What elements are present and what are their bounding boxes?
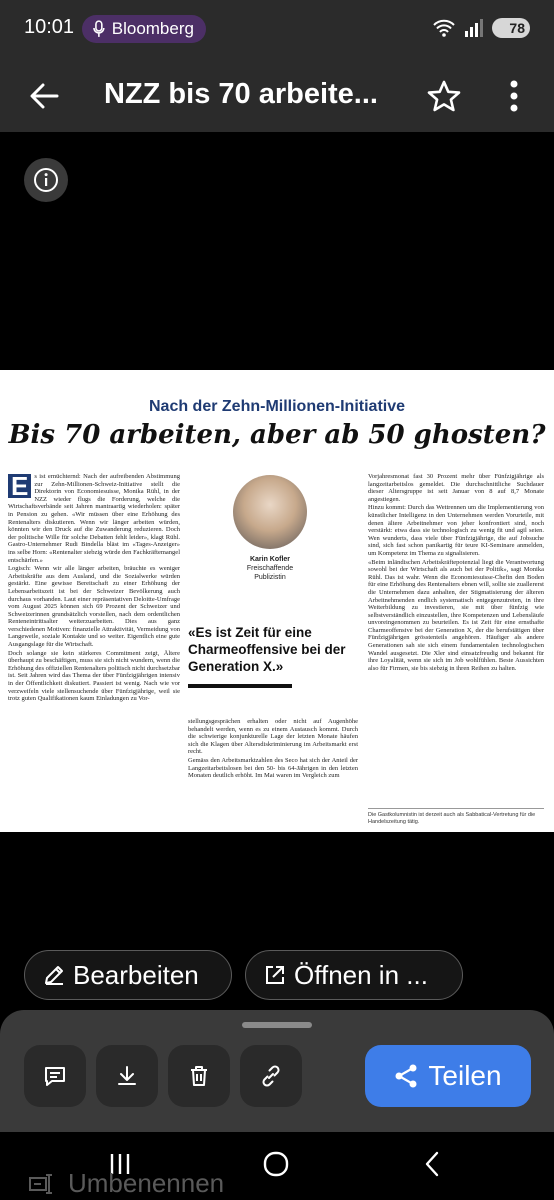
author-name: Karin Kofler — [249, 556, 291, 563]
star-icon — [427, 80, 461, 112]
article-paragraph: stellungsgesprächen erhalten oder nicht auf Augenhöhe behandelt werden, wenn es zu einem Austausch kommt. Durch die schwierige konjunkturelle Lage der letzten Monate häufen sich die Klagen über Altersdiskriminierung im Arbeitsmarkt erst recht. — [188, 718, 358, 756]
status-icons — [432, 18, 530, 38]
pull-quote-rule — [188, 684, 292, 688]
wifi-icon — [432, 18, 456, 38]
status-time: 10:01 — [24, 16, 75, 38]
article-paragraph: Doch solange sie kein stärkeres Commitment zeigt, Ältere überhaupt zu beschäftigen, muss sie sich nicht wundern, wenn die Erhöhung des offiziellen Rentenalters politisch nicht durchsetzbar ist. Seit Jahren wird das Thema der über Fünfzigjährigen intensiv in der Öffentlichkeit diskutiert. Passiert ist wenig. Nach wie vor verzweifeln viele stellensuchende über Fünfzigjährige, weil sie trotz guten Qualifikationen kaum Einladungen zu Vor- — [8, 649, 180, 703]
author-role: Publizistin — [254, 574, 286, 581]
delete-button[interactable] — [168, 1045, 230, 1107]
trash-icon — [187, 1064, 211, 1088]
author-info — [200, 555, 340, 582]
article-paragraph: Vorjahresmonat fast 30 Prozent mehr über Fünfzigjährige als langzeitarbeitslos gemeldet. Die durchschnittliche Suchdauer dieser Altersgruppe ist seit Januar von 8 auf 8,7 Monate angestiegen. — [368, 473, 544, 503]
article-column-1 — [8, 473, 180, 704]
home-button[interactable] — [256, 1144, 296, 1184]
back-button[interactable] — [22, 74, 66, 118]
open-in-button[interactable] — [245, 950, 463, 1000]
pull-quote: «Es ist Zeit für eine Charmeoffensive bei der Generation X.» — [188, 625, 346, 674]
article-kicker: Nach der Zehn-Millionen-Initiative — [148, 398, 406, 415]
battery-indicator — [492, 18, 530, 38]
edit-button[interactable] — [24, 950, 232, 1000]
share-button[interactable] — [365, 1045, 531, 1107]
article-paragraph: Logisch: Wenn wir alle länger arbeiten, bräuchte es weniger Arbeitskräfte aus dem Ausland, und die Sozialwerke würden gestärkt. Eine gewisse Bereitschaft zu einer Erhöhung der Lebensarbeitszeit ist bei der Schweizer Bevölkerung auch durchaus vorhanden. Laut einer repräsentativen Deloitte-Umfrage vom August 2025 können sich 69 Prozent der Schweizer und Schweizerinnen grundsätzlich vorstellen, nach dem ordentlichen Renteneintrittsalter weiterzuarbeiten. Dies aus ganz verschiedenen Motiven: finanzielle Attraktivität, Vermeidung von Langeweile, soziale Kontakte und so weiter. Eigentlich eine gute Ausgangslage für die Wirtschaft. — [8, 565, 180, 649]
article-paragraph: Gemäss den Arbeitsmarktzahlen des Seco hat sich der Anteil der Langzeitarbeitslosen bei den 50- bis 64-Jährigen in den letzten Monaten deutlich erhöht. Im Mai waren im Vergleich zum — [188, 756, 358, 780]
rename-action[interactable] — [28, 1168, 224, 1199]
link-icon — [259, 1064, 283, 1088]
home-icon — [263, 1151, 289, 1177]
more-options-button[interactable] — [494, 74, 534, 118]
article-footnote: Die Gastkolumnistin ist derzeit auch als Sabbatical-Vertretung für die Handelszeitung tätig. — [368, 808, 544, 825]
author-role: Freischaffende — [246, 565, 294, 572]
document-title: NZZ bis 70 arbeite... — [104, 78, 378, 110]
download-button[interactable] — [96, 1045, 158, 1107]
chevron-left-icon — [424, 1151, 440, 1177]
rename-label: Umbenennen — [68, 1168, 225, 1198]
arrow-back-icon — [29, 83, 59, 109]
info-icon — [33, 167, 59, 193]
article-paragraph: «Beim inländischen Arbeitskräftepotenzial liegt die Verantwortung sowohl bei der Wirtschaft als auch bei der Politik», sagt Monika Rühl. Das ist wahr. Wenn die Economiesuisse-Chefin den Boden für eine Erhöhung des Rentenalters ebnen will, sollte sie zuallererst die Unternehmen dazu anhalten, der Stigmatisierung der älteren Arbeitnehmenden endlich systematisch entgegenzutreten, in ihre Weiterbildung zu investieren, sie mit über fünfzig wie selbstverständlich einzustellen, ihre Kompetenzen und Lebensläufe unvoreingenommen zu beurteilen. Es ist Zeit für eine ernsthafte Charmeoffensive bei der Generation X, der die berufstätigen über Fünfzigjährigen grösstenteils angehören. Häufiger als andere Generationen sah sie sich einem fundamentalen technologischen Wandel ausgesetzt. Die Xler sind einsatzfreudig und bekannt für ihre Loyalität, wenn sie sich im Job wohlfühlen. Beste Aussichten also für Firmen, sie bis siebzig in ihren Reihen zu halten. — [368, 558, 544, 672]
edit-button-label: Bearbeiten — [73, 959, 199, 990]
download-icon — [115, 1064, 139, 1088]
article-headline: Bis 70 arbeiten, aber ab 50 ghosten? — [8, 420, 546, 450]
drag-handle[interactable] — [242, 1022, 312, 1028]
media-chip-label: Bloomberg — [111, 19, 194, 38]
action-sheet — [0, 1010, 554, 1132]
share-icon — [394, 1063, 418, 1089]
rename-icon — [28, 1173, 54, 1195]
app-bar — [0, 60, 554, 132]
battery-level: 78 — [509, 20, 525, 36]
microphone-icon — [92, 20, 106, 38]
pencil-icon — [43, 964, 65, 986]
favorite-button[interactable] — [422, 74, 466, 118]
share-button-label: Teilen — [428, 1060, 502, 1091]
open-external-icon — [264, 964, 286, 986]
article-column-2 — [188, 718, 358, 781]
status-bar — [0, 0, 554, 60]
signal-icon — [464, 19, 484, 37]
media-chip[interactable] — [82, 15, 206, 43]
info-button[interactable] — [24, 158, 68, 202]
article-paragraph: Hinzu kommt: Durch das Wettrennen um die Implementierung von künstlicher Intelligenz in den Unternehmen werden Vorurteile, mit denen ältere Arbeitnehmer von jeher konfrontiert sind, noch verstärkt: etwa dass sie technologisch zu wenig fit und agil seien. Wen wunderts, dass viele über Fünfzigjährige, die auf Jobsuche sind, sich fast schon panikartig für teure KI-Seminare anmelden, um Kompetenz im Thema zu signalisieren. — [368, 504, 544, 557]
article-image[interactable] — [0, 370, 554, 832]
author-portrait — [233, 475, 307, 549]
article-dropcap: E — [8, 474, 31, 498]
article-paragraph: E s ist ernüchternd: Nach der aufreibenden Abstimmung zur Zehn-Millionen-Schweiz-Initiative stellt die Direktorin von Economiesuisse, Monika Rühl, in der NZZ wieder flugs die Forderung, welche die Wirtschaftsverbände seit Jahren mantraartig wiederholen: später in Pension zu gehen. «Wir müssen über eine Erhöhung des Rentenalters diskutieren. Wenn wir länger arbeiten würden, könnten wir den Druck auf die Zuwanderung reduzieren. Doch der politische Wille für solche Debatten fehlt leider», klagt Rühl. Gastro-Unternehmer Rudi Bindella bläst im «Tages-Anzeiger» ins selbe Horn: «Rentenalter siebzig würde den Fachkräftemangel entschärfen.» — [8, 471, 180, 564]
comment-icon — [43, 1064, 67, 1088]
comment-button[interactable] — [24, 1045, 86, 1107]
more-vert-icon — [509, 80, 519, 112]
copy-link-button[interactable] — [240, 1045, 302, 1107]
open-in-button-label: Öffnen in ... — [294, 959, 428, 990]
system-back-button[interactable] — [412, 1144, 452, 1184]
article-column-3 — [368, 473, 544, 673]
